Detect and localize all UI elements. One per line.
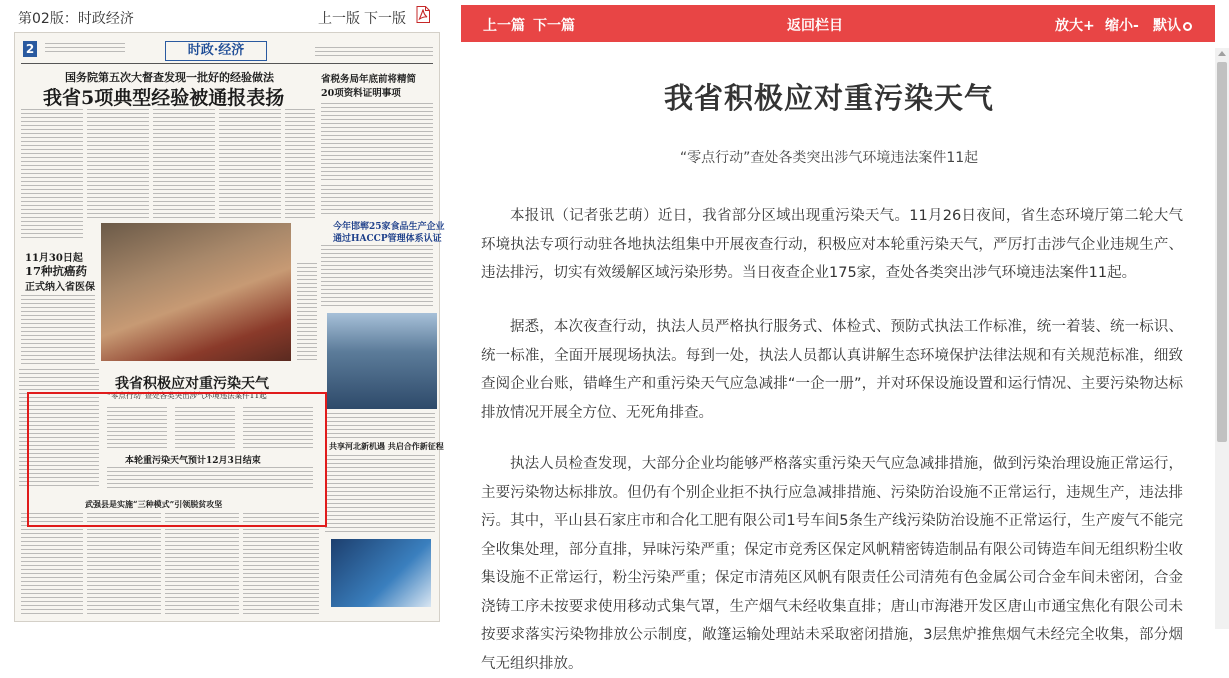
zoom-in-button[interactable]: 放大+ — [1055, 18, 1095, 34]
np-column-text — [21, 295, 95, 365]
reset-size-label: 默认 — [1153, 18, 1181, 34]
edition-header — [12, 6, 432, 28]
np-mid-headline-1: 11月30日起 — [25, 253, 83, 264]
article-content — [461, 48, 1197, 672]
np-divider — [21, 63, 433, 64]
next-edition-link[interactable]: 下一版 — [364, 11, 406, 27]
np-column-text — [21, 109, 83, 239]
np-column-text — [87, 109, 149, 219]
back-to-column-link[interactable]: 返回栏目 — [787, 18, 843, 34]
np-column-text — [321, 245, 433, 309]
prev-edition-link[interactable]: 上一版 — [318, 11, 360, 27]
article-title: 我省积极应对重污染天气 — [663, 81, 994, 115]
np-masthead-text — [315, 47, 433, 57]
np-side-headline-2: 20项资料证明事项 — [321, 88, 401, 99]
np-feature-subheadline: “零点行动”查处各类突出涉气环境违法案件11起 — [107, 391, 267, 400]
edition-title: 第02版：时政经济 — [18, 11, 134, 27]
np-caption-text — [325, 413, 435, 439]
article-paragraph-3: 执法人员检查发现，大部分企业均能够严格落实重污染天气应急减排措施，做到污染治理设施正常运行，主要污染物达标排放。但仍有个别企业拒不执行应急减排措施、污染防治设施不正常运行，违规生产，违法排污。其中，平山县石家庄市和合化工肥有限公司1号车间5条生产线污染防治设施不正常运行，生产废气不能完全收集处理，部分直排，异味污染严重；保定市竞秀区保定风帆精密铸造制品有限公司铸造车间无组织粉尘收集设施不正常运行，粉尘污染严重；保定市清苑区风帆有限责任公司清苑有色金属公司合金车间未密闭，合金浇铸工序未按要求使用移动式集气罩，生产烟气未经收集直排；唐山市海港开发区唐山市通宝焦化有限公司未按要求落实污染物排放公示制度，敞篷运输处理站未采取密闭措施，3层焦炉推焦烟气未经完全收集，部分烟气无组织排放。 — [481, 456, 1183, 672]
np-right-headline-1: 今年邯郸25家食品生产企业 — [333, 222, 445, 232]
np-side-headline-1: 省税务局年底前将精简 — [321, 74, 417, 85]
newspaper-page-thumbnail[interactable] — [14, 32, 445, 622]
np-column-text — [321, 185, 433, 215]
article-pane — [461, 0, 1215, 672]
article-paragraph-1: 本报讯（记者张艺萌）近日，我省部分区域出现重污染天气。11月26日夜间，省生态环境厅第二轮大气环境执法专项行动驻各地执法组集中开展夜查行动，积极应对本轮重污染天气，严厉打击涉气企业违规生产、违法排污，切实有效缓解区域污染形势。当日夜查企业175家，查处各类突出涉气环境违法案件11起。 — [481, 208, 1183, 281]
np-bottom-headline: 武强县是实施“三种模式”引领脱贫攻坚 — [85, 499, 223, 509]
np-column-text — [165, 513, 239, 617]
np-photo-inspection — [101, 223, 291, 361]
np-column-text — [219, 109, 281, 219]
article-toolbar — [461, 5, 1215, 42]
np-column-text — [243, 513, 319, 617]
zoom-out-button[interactable]: 缩小- — [1105, 18, 1139, 34]
article-scrollbar[interactable] — [1215, 48, 1229, 629]
np-page-number: 2 — [23, 41, 37, 57]
current-article-highlight[interactable] — [27, 392, 327, 527]
next-article-link[interactable]: 下一篇 — [533, 18, 575, 34]
np-photo-students — [327, 313, 437, 409]
scroll-up-arrow-icon[interactable] — [1218, 51, 1226, 56]
np-headline-kicker: 国务院第五次大督查发现一批好的经验做法 — [65, 71, 274, 84]
reset-size-button[interactable] — [1153, 15, 1192, 35]
scrollbar-thumb[interactable] — [1217, 62, 1227, 442]
pdf-icon[interactable] — [416, 6, 430, 23]
np-column-text — [153, 109, 215, 219]
np-bottom-right-headline: 共享河北新机遇 共启合作新征程 — [329, 441, 444, 451]
np-caption-text — [297, 263, 317, 361]
np-column-text — [21, 513, 83, 617]
np-feature-headline: 我省积极应对重污染天气 — [115, 376, 269, 392]
article-subtitle: “零点行动”查处各类突出涉气环境违法案件11起 — [679, 150, 979, 166]
np-column-text — [325, 455, 435, 535]
np-mid-headline-3: 正式纳入省医保 — [25, 282, 95, 293]
np-masthead-text — [45, 43, 125, 55]
newspaper-page-pane — [0, 0, 445, 629]
np-mid-headline-2: 17种抗癌药 — [25, 264, 88, 278]
np-column-text — [87, 513, 161, 617]
article-paragraph-2: 据悉，本次夜查行动，执法人员严格执行服务式、体检式、预防式执法工作标准，统一着装、统一标识、统一标准，全面开展现场执法。每到一处，执法人员都认真讲解生态环境保护法律法规和有关规范标准，细致查阅企业台账，错峰生产和重污染天气应急减排“一企一册”，并对环保设施设置和运行情况、主要污染物达标排放情况开展全方位、无死角排查。 — [481, 319, 1183, 421]
np-feature-headline-2: 本轮重污染天气预计12月3日结束 — [125, 456, 261, 466]
np-column-text — [321, 103, 433, 183]
np-section-tag: 时政·经济 — [165, 41, 267, 61]
np-advertisement — [331, 539, 431, 607]
reset-icon — [1183, 22, 1192, 31]
np-right-headline-2: 通过HACCP管理体系认证 — [333, 234, 442, 244]
prev-article-link[interactable]: 上一篇 — [483, 18, 525, 34]
np-column-text — [285, 109, 315, 219]
np-headline-main: 我省5项典型经验被通报表扬 — [43, 87, 285, 109]
